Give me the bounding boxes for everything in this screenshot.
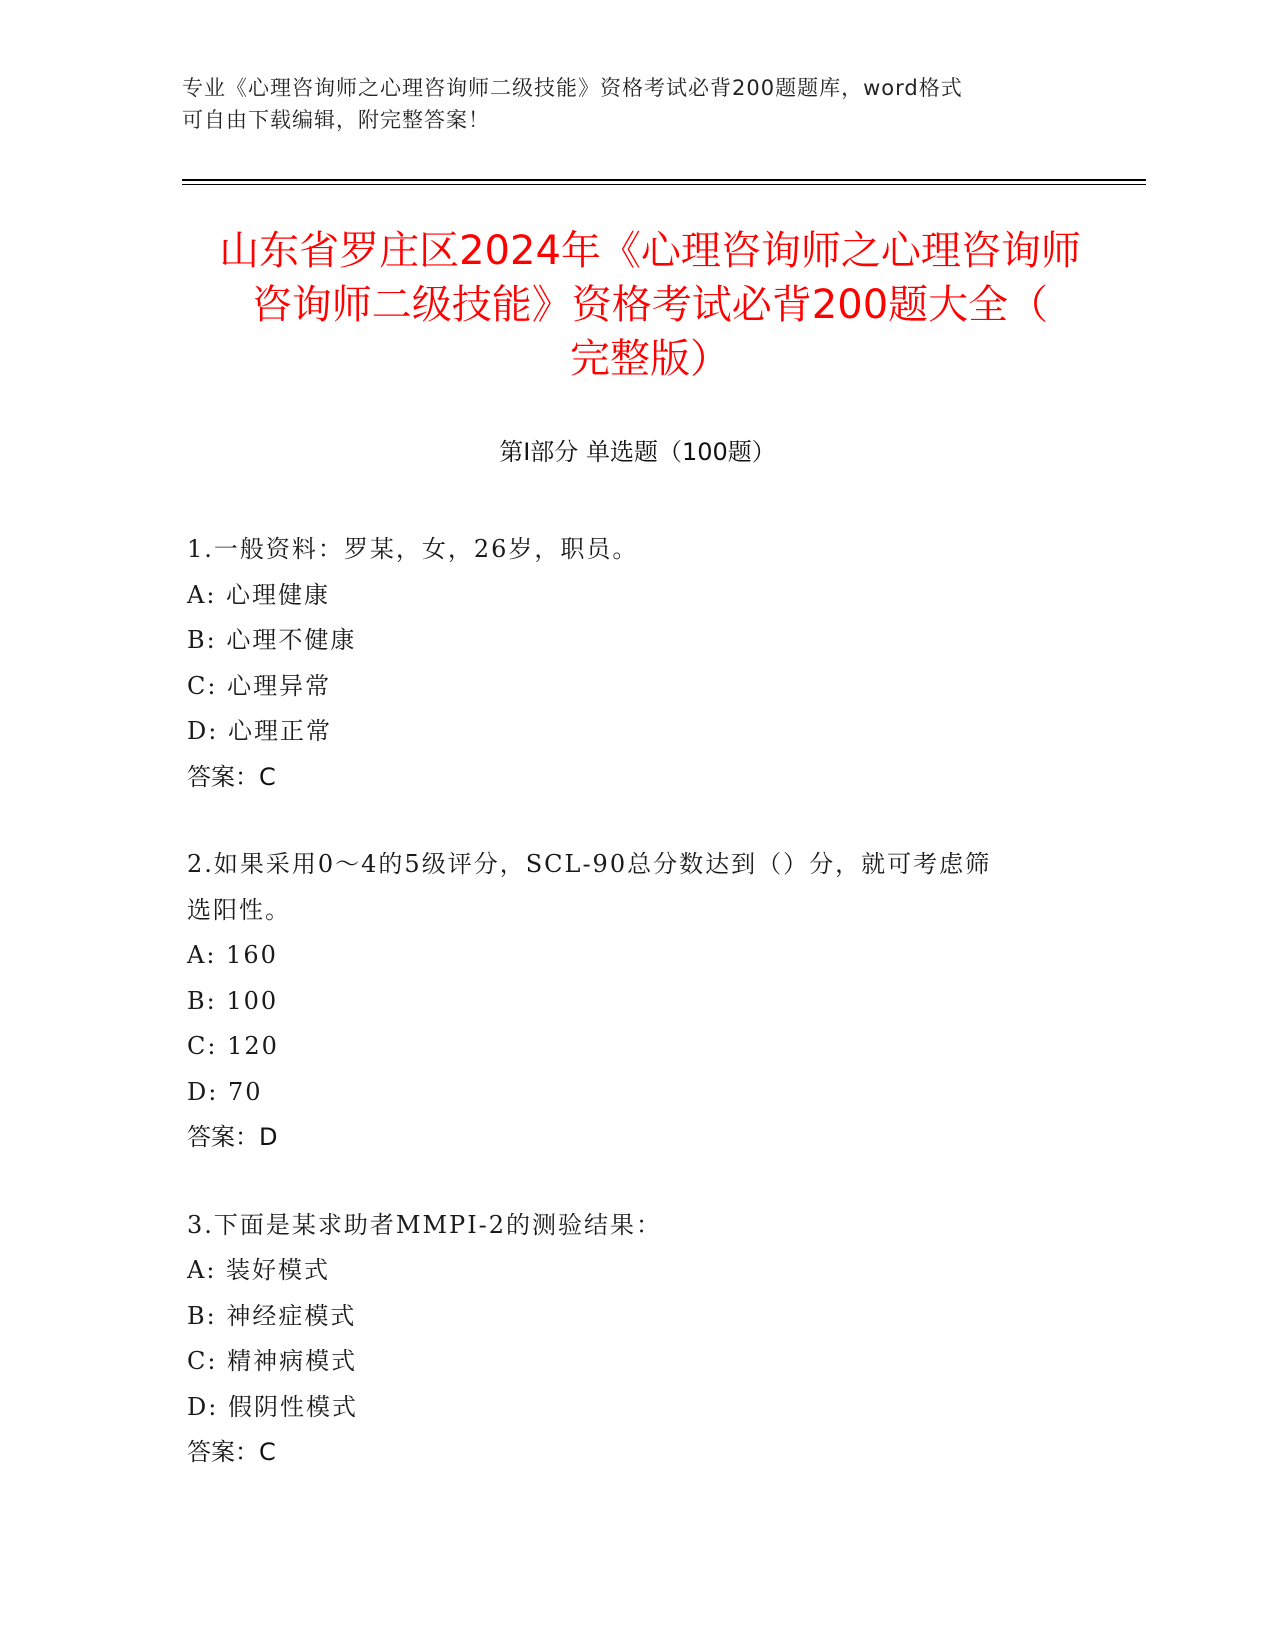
- option-b: B: 神经症模式: [187, 1301, 357, 1330]
- answer-line: 答案：D: [187, 1123, 278, 1151]
- question-stem: 1.一般资料：罗某，女，26岁，职员。: [187, 535, 639, 563]
- answer-line: 答案：C: [187, 1438, 276, 1466]
- title-line-3: 完整版）: [570, 336, 730, 382]
- option-b: B: 心理不健康: [187, 626, 357, 654]
- section-heading: 第Ⅰ部分 单选题（100题）: [499, 438, 776, 466]
- question-item: [187, 842, 1087, 1161]
- question-stem: 3.下面是某求助者MMPI-2的测验结果：: [187, 1210, 663, 1239]
- option-a: A: 装好模式: [187, 1256, 331, 1284]
- document-header-note: [182, 72, 1082, 136]
- question-item: [187, 527, 1087, 800]
- answer-line: 答案：C: [187, 762, 276, 791]
- option-b: B: 100: [187, 986, 279, 1015]
- document-title: [150, 224, 1150, 386]
- question-stem: 2.如果采用0～4的5级评分，SCL-90总分数达到（）分，就可考虑筛: [187, 850, 992, 878]
- option-d: D: 70: [187, 1077, 263, 1106]
- header-note-line-1: 专业《心理咨询师之心理咨询师二级技能》资格考试必背200题题库，word格式: [182, 76, 963, 100]
- header-note-line-2: 可自由下载编辑，附完整答案！: [182, 108, 490, 132]
- question-stem-continued: 选阳性。: [187, 895, 291, 924]
- question-list: [187, 527, 1087, 1518]
- option-d: D: 心理正常: [187, 717, 332, 745]
- header-divider-thick: [182, 179, 1146, 181]
- option-a: A: 心理健康: [187, 580, 331, 609]
- option-c: C: 120: [187, 1032, 279, 1060]
- option-c: C: 心理异常: [187, 671, 332, 700]
- title-line-1: 山东省罗庄区2024年《心理咨询师之心理咨询师: [219, 228, 1081, 274]
- option-a: A: 160: [187, 941, 278, 969]
- title-line-2: 咨询师二级技能》资格考试必背200题大全（: [251, 282, 1049, 328]
- header-divider-thin: [182, 184, 1146, 185]
- question-item: [187, 1203, 1087, 1476]
- option-d: D: 假阴性模式: [187, 1392, 358, 1421]
- option-c: C: 精神病模式: [187, 1347, 358, 1375]
